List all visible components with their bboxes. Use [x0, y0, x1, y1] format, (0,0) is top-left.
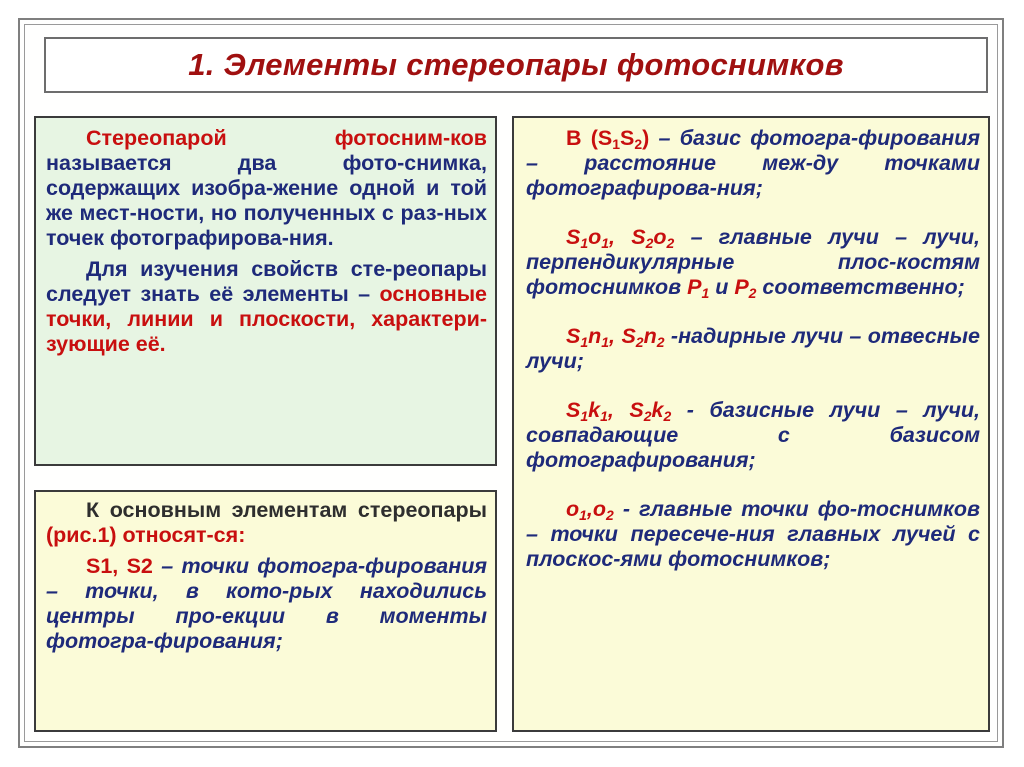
- definition-text: называется два фото-снимка, содержащих изобра-жение одной и той же мест-ности, но полученных с раз-ных точек фотографирова-ния.: [46, 151, 487, 250]
- main-elements-intro: [46, 498, 487, 548]
- nadir-rays-label: $S_1n_1$, $S_2n_2$: [566, 324, 665, 350]
- nadir-rays-paragraph: [526, 324, 980, 374]
- study-text: Для изучения свойств сте-реопары следует знать её элементы –: [46, 257, 487, 306]
- planes-label: $Р_1$ и $Р_2$: [687, 275, 757, 301]
- figure-ref: (рис.1) относят-ся:: [46, 523, 246, 547]
- photo-points-paragraph: [46, 554, 487, 654]
- nadir-rays-text: -надирные лучи – отвесные лучи;: [526, 324, 980, 373]
- main-rays-text: – главные лучи – лучи, перпендикулярные плос-костям фотоснимков: [526, 225, 980, 299]
- term-stereopair: Стереопарой фотосним-ков: [86, 126, 487, 150]
- elements-highlight: основные точки, линии и плоскости, характери-зующие её.: [46, 282, 488, 356]
- main-points-paragraph: [526, 497, 980, 572]
- base-label: В $(S_1S_2)$: [566, 126, 650, 152]
- main-elements-box: [34, 490, 497, 732]
- main-rays-paragraph: [526, 225, 980, 300]
- definition-paragraph: [46, 126, 487, 251]
- intro-text: К основным элементам стереопары: [86, 498, 487, 522]
- base-text: – базис фотогра-фирования – расстояние меж-ду точками фотографирова-ния;: [526, 126, 980, 200]
- main-rays-label: $S_1o_1$, $S_2o_2$: [566, 225, 675, 251]
- basis-rays-text: - базисные лучи – лучи, совпадающие с базисом фотографирования;: [526, 398, 980, 472]
- main-points-text: - главные точки фо-тоснимков – точки пересече-ния главных лучей с плоскос-ями фотоснимков;: [526, 497, 980, 571]
- main-points-label: $о_1,о_2$: [566, 497, 614, 523]
- page-title: 1. Элементы стереопары фотоснимков: [188, 47, 844, 82]
- photo-points-text: – точки фотогра-фирования – точки, в кото-рых находились центры про-екции в моменты фотогра-фирования;: [46, 554, 488, 653]
- base-paragraph: [526, 126, 980, 201]
- title-box: [44, 37, 988, 93]
- main-rays-end: соответственно;: [756, 275, 965, 299]
- elements-list-box: [512, 116, 990, 732]
- definition-box: [34, 116, 497, 466]
- photo-points-label: S1, S2: [86, 554, 153, 578]
- basis-rays-label: $S_1k_1$, $S_2k_2$: [566, 398, 672, 424]
- basis-rays-paragraph: [526, 398, 980, 473]
- study-paragraph: [46, 257, 487, 357]
